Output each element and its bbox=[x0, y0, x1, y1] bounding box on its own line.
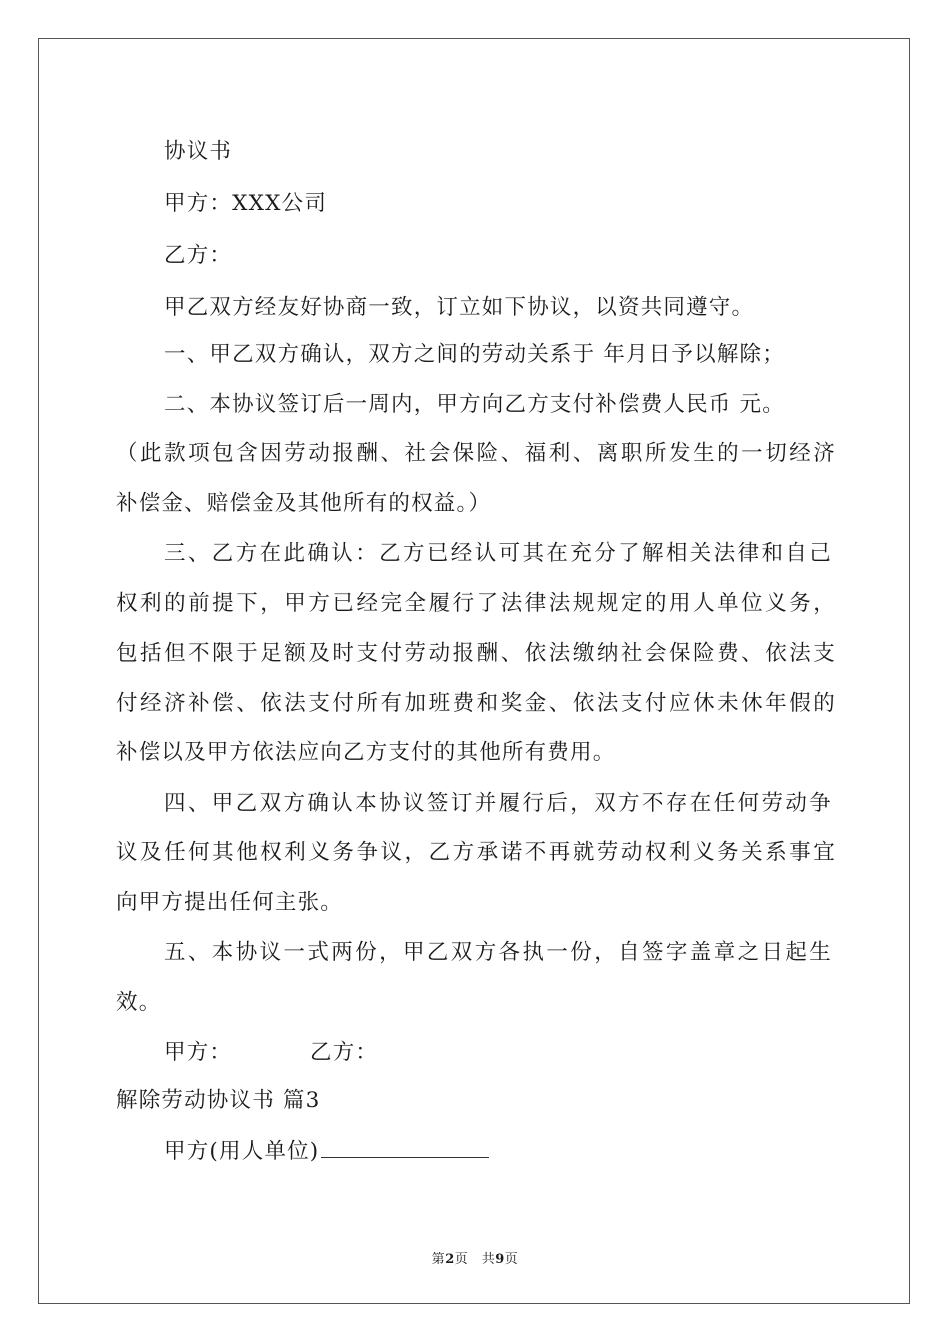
employer-blank-field bbox=[321, 1139, 489, 1158]
document-title: 协议书 bbox=[164, 139, 233, 164]
clause-4-line-3: 向甲方提出任何主张。 bbox=[116, 890, 344, 915]
employer-line bbox=[164, 1134, 489, 1165]
clause-4-line-2: 议及任何其他权利义务争议，乙方承诺不再就劳动权利义务关系事宜 bbox=[116, 840, 836, 865]
page-mid: 页 共 bbox=[454, 1252, 496, 1267]
signature-party-b: 乙方： bbox=[310, 1040, 379, 1065]
clause-1: 一、甲乙双方确认，双方之间的劳动关系于 年月日予以解除； bbox=[164, 342, 785, 367]
clause-3-line-1: 三、乙方在此确认：乙方已经认可其在充分了解相关法律和自己 bbox=[164, 541, 832, 566]
page-footer bbox=[0, 1248, 950, 1267]
page-current: 2 bbox=[445, 1252, 455, 1267]
clause-3-line-3: 包括但不限于足额及时支付劳动报酬、依法缴纳社会保险费、依法支 bbox=[116, 641, 836, 666]
employer-label: 甲方(用人单位) bbox=[164, 1139, 320, 1164]
clause-2-line-2: （此款项包含因劳动报酬、社会保险、福利、离职所发生的一切经济 bbox=[116, 441, 836, 466]
section-heading: 解除劳动协议书 篇3 bbox=[116, 1088, 321, 1113]
clause-4-line-1: 四、甲乙双方确认本协议签订并履行后，双方不存在任何劳动争 bbox=[164, 791, 832, 816]
party-a-line: 甲方：XXX公司 bbox=[164, 191, 328, 216]
page-suffix: 页 bbox=[504, 1252, 519, 1267]
clause-2-line-3: 补偿金、赔偿金及其他所有的权益。） bbox=[116, 491, 492, 516]
clause-5-line-2: 效。 bbox=[116, 990, 162, 1015]
signature-party-a: 甲方： bbox=[164, 1040, 233, 1065]
clause-3-line-2: 权利的前提下，甲方已经完全履行了法律法规规定的用人单位义务， bbox=[116, 591, 836, 616]
clause-3-line-5: 补偿以及甲方依法应向乙方支付的其他所有费用。 bbox=[116, 740, 616, 765]
clause-3-line-4: 付经济补偿、依法支付所有加班费和奖金、依法支付应休未休年假的 bbox=[116, 691, 836, 716]
page-prefix: 第 bbox=[431, 1252, 446, 1267]
clause-2-line-1: 二、本协议签订后一周内，甲方向乙方支付补偿费人民币 元。 bbox=[164, 392, 785, 417]
page-total: 9 bbox=[495, 1252, 505, 1267]
party-b-line: 乙方： bbox=[164, 243, 233, 268]
intro-paragraph: 甲乙双方经友好协商一致，订立如下协议，以资共同遵守。 bbox=[164, 295, 755, 320]
page-border bbox=[38, 38, 910, 1304]
clause-5-line-1: 五、本协议一式两份，甲乙双方各执一份，自签字盖章之日起生 bbox=[164, 940, 832, 965]
